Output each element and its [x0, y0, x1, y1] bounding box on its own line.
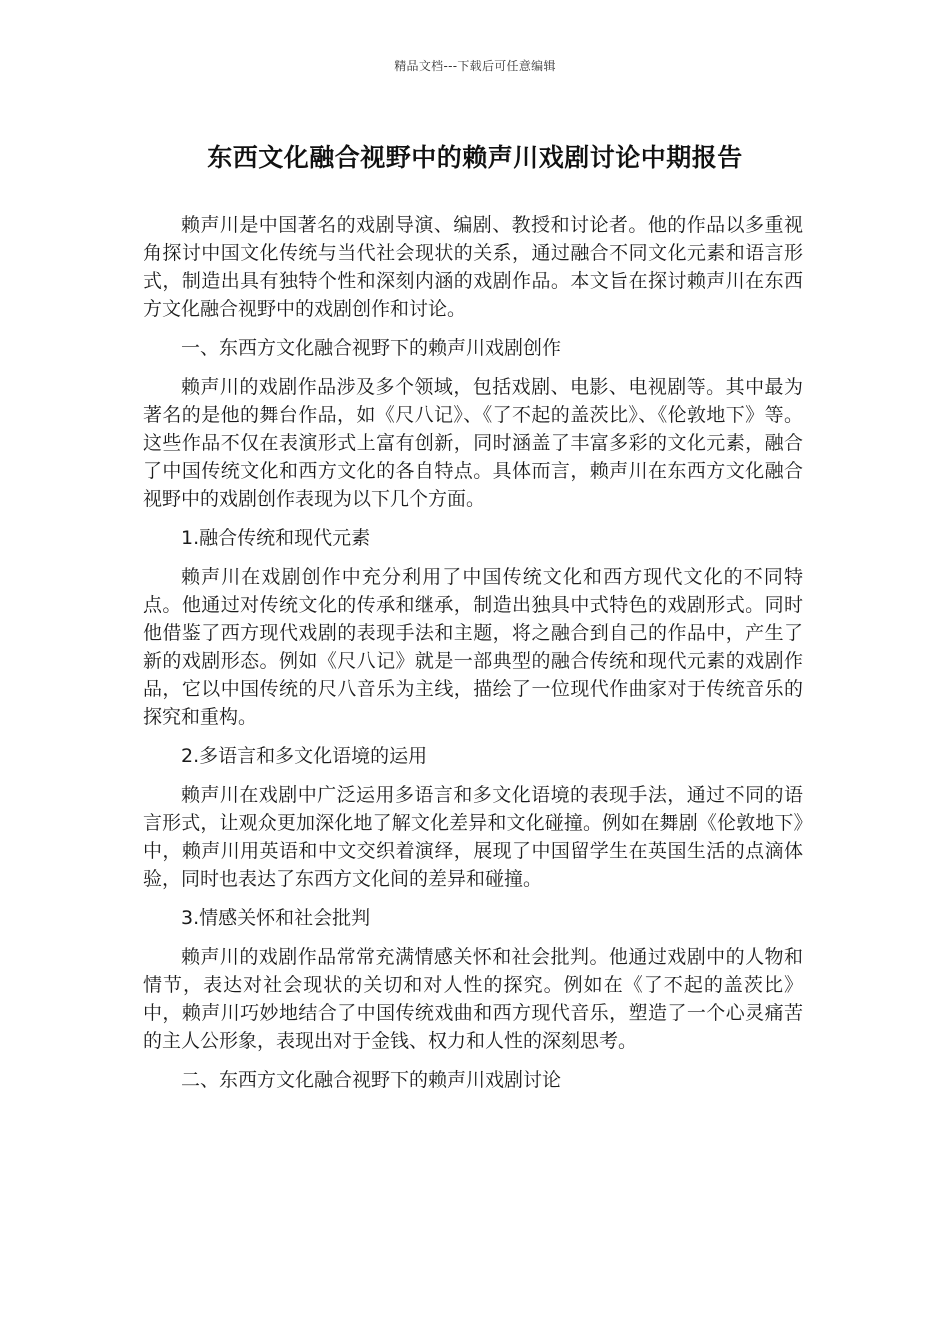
header-note: 精品文档---下载后可任意编辑: [394, 59, 556, 73]
section-heading-2: 二、东西方文化融合视野下的赖声川戏剧讨论: [181, 1069, 562, 1091]
paragraph-intro: 赖声川是中国著名的戏剧导演、编剧、教授和讨论者。他的作品以多重视角探讨中国文化传统与当代社会现状的关系，通过融合不同文化元素和语言形式，制造出具有独特个性和深刻内涵的戏剧作品。本文旨在探讨赖声川在东西方文化融合视野中的戏剧创作和讨论。: [143, 214, 803, 320]
paragraph-section-1: 赖声川的戏剧作品涉及多个领域，包括戏剧、电影、电视剧等。其中最为著名的是他的舞台作品，如《尺八记》、《了不起的盖茨比》、《伦敦地下》等。这些作品不仅在表演形式上富有创新，同时涵盖了丰富多彩的文化元素，融合了中国传统文化和西方文化的各自特点。具体而言，赖声川在东西方文化融合视野中的戏剧创作表现为以下几个方面。: [143, 376, 803, 510]
subheading-1: 1.融合传统和现代元素: [181, 527, 371, 549]
paragraph-subsection-2: 赖声川在戏剧中广泛运用多语言和多文化语境的表现手法，通过不同的语言形式，让观众更加深化地了解文化差异和文化碰撞。例如在舞剧《伦敦地下》中，赖声川用英语和中文交织着演绎，展现了中国留学生在英国生活的点滴体验，同时也表达了东西方文化间的差异和碰撞。: [143, 784, 803, 890]
document-body: [143, 211, 803, 1105]
subheading-2: 2.多语言和多文化语境的运用: [181, 745, 428, 767]
paragraph-subsection-3: 赖声川的戏剧作品常常充满情感关怀和社会批判。他通过戏剧中的人物和情节，表达对社会现状的关切和对人性的探究。例如在《了不起的盖茨比》中，赖声川巧妙地结合了中国传统戏曲和西方现代音乐，塑造了一个心灵痛苦的主人公形象，表现出对于金钱、权力和人性的深刻思考。: [143, 946, 803, 1052]
section-heading-1: 一、东西方文化融合视野下的赖声川戏剧创作: [181, 337, 562, 359]
paragraph-subsection-1: 赖声川在戏剧创作中充分利用了中国传统文化和西方现代文化的不同特点。他通过对传统文化的传承和继承，制造出独具中式特色的戏剧形式。同时他借鉴了西方现代戏剧的表现手法和主题，将之融合到自己的作品中，产生了新的戏剧形态。例如《尺八记》就是一部典型的融合传统和现代元素的戏剧作品，它以中国传统的尺八音乐为主线，描绘了一位现代作曲家对于传统音乐的探究和重构。: [143, 566, 803, 728]
subheading-3: 3.情感关怀和社会批判: [181, 907, 371, 929]
document-title: 东西文化融合视野中的赖声川戏剧讨论中期报告: [207, 143, 743, 172]
